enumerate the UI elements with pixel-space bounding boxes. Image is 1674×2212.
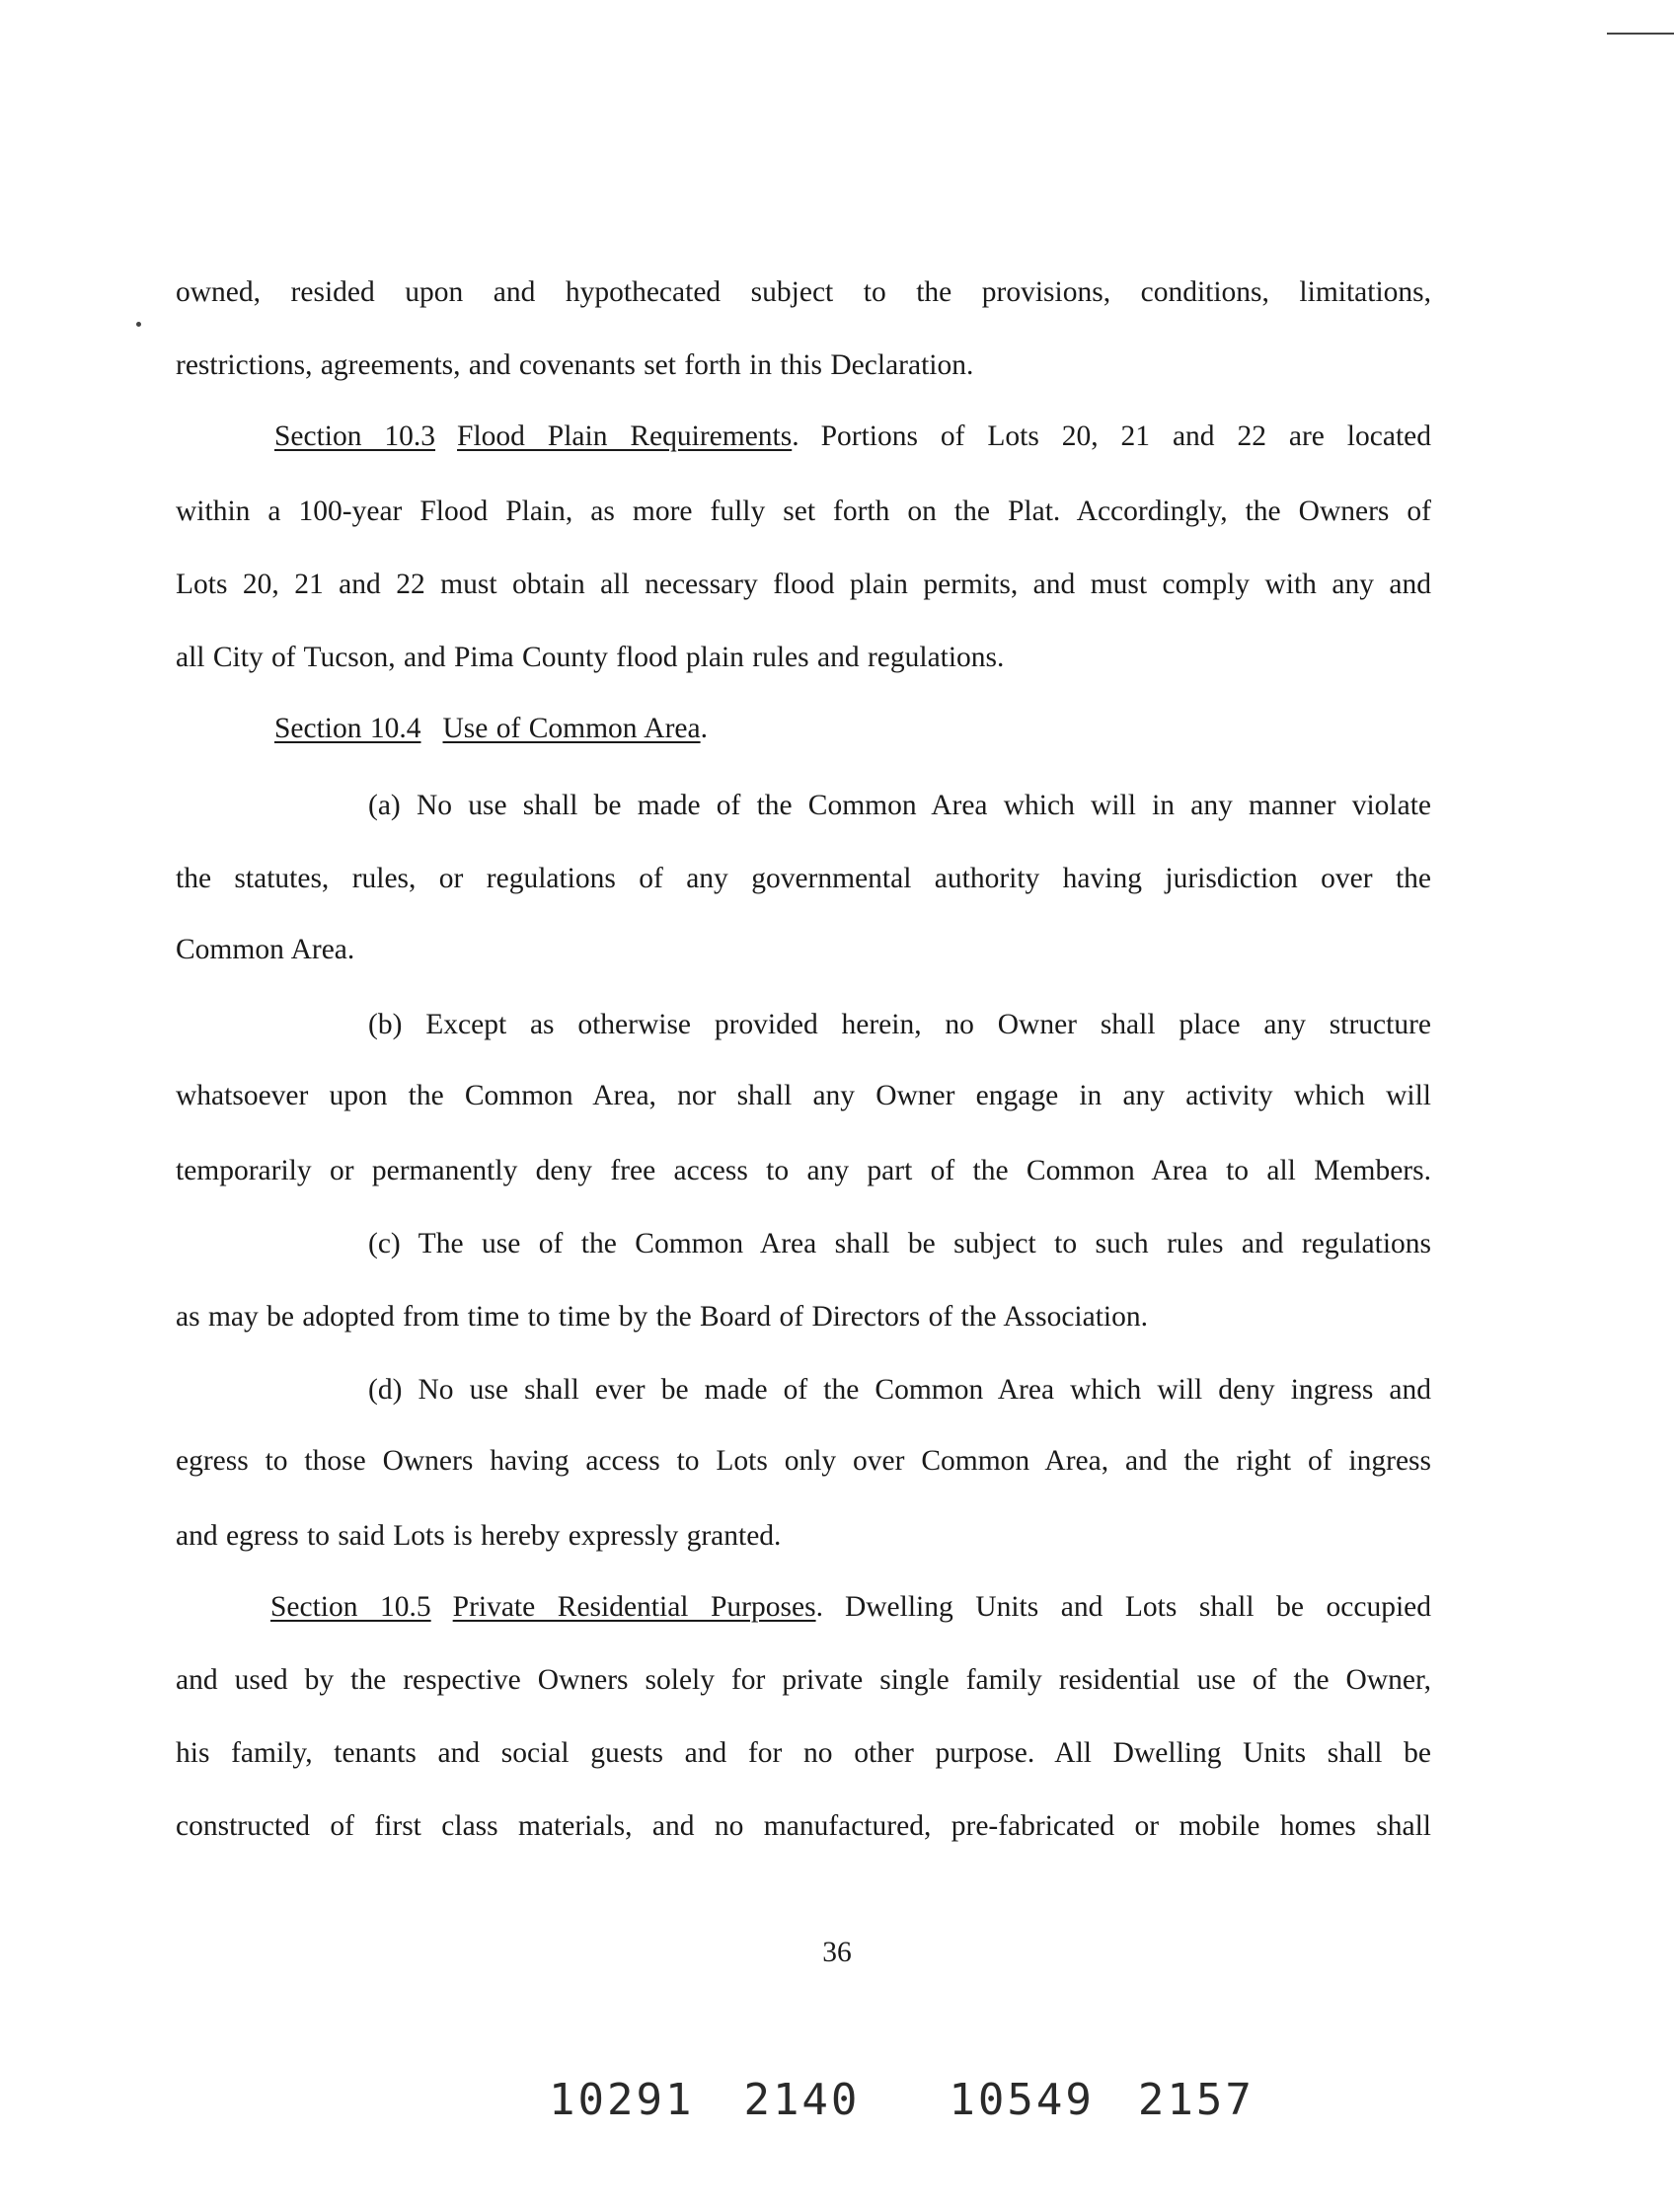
section-10-4-number: Section 10.4 [274, 713, 421, 744]
paragraph-line: Common Area. [176, 934, 355, 965]
paragraph-text: No use shall be made of the Common Area which will in any manner violate [416, 790, 1431, 821]
list-item-label: (a) [368, 790, 401, 821]
paragraph-line: egress to those Owners having access to Lots only over Common Area, and the right of ingress [176, 1445, 1431, 1477]
paragraph-line: within a 100-year Flood Plain, as more fully set forth on the Plat. Accordingly, the Owners of [176, 496, 1431, 527]
paragraph-line: Lots 20, 21 and 22 must obtain all necessary flood plain permits, and must comply with any and [176, 569, 1431, 600]
paragraph-text: Dwelling Units and Lots shall be occupied [844, 1591, 1431, 1623]
recording-stamp [549, 2075, 1255, 2125]
paragraph-text: Except as otherwise provided herein, no Owner shall place any structure [425, 1009, 1432, 1040]
paragraph-line: constructed of first class materials, and no manufactured, pre-fabricated or mobile homes shall [176, 1810, 1431, 1842]
list-item-d-first-line [368, 1376, 1431, 1406]
stamp-part: 10291 [549, 2075, 695, 2125]
list-item-b-first-line [368, 1011, 1431, 1040]
paragraph-line: and egress to said Lots is hereby expressly granted. [176, 1520, 782, 1552]
list-item-a-first-line [368, 792, 1431, 821]
list-item-label: (b) [368, 1009, 403, 1040]
stamp-part: 2157 [1137, 2075, 1255, 2125]
paragraph-line: the statutes, rules, or regulations of any governmental authority having jurisdiction over the [176, 863, 1431, 894]
paragraph-text: Portions of Lots 20, 21 and 22 are located [820, 420, 1431, 452]
list-item-c-first-line [368, 1230, 1431, 1259]
stamp-part: 10549 [949, 2075, 1095, 2125]
paragraph-line: owned, resided upon and hypothecated subject to the provisions, conditions, limitations, [176, 276, 1431, 308]
page-number: 36 [822, 1937, 852, 1968]
section-10-5-heading-line: Section 10.5 Private Residential Purposes. Dwelling Units and Lots shall be occupied [270, 1591, 1431, 1623]
scan-artifact-left-dot [136, 322, 141, 327]
list-item-label: (d) [368, 1374, 403, 1406]
section-10-3-title: Flood Plain Requirements [457, 420, 793, 452]
scan-artifact-top-right [1607, 33, 1674, 35]
list-item-label: (c) [368, 1228, 401, 1259]
paragraph-line: whatsoever upon the Common Area, nor shall any Owner engage in any activity which will [176, 1080, 1431, 1111]
section-10-5-number: Section 10.5 [270, 1591, 431, 1623]
paragraph-line: restrictions, agreements, and covenants set forth in this Declaration. [176, 349, 974, 381]
paragraph-line: all City of Tucson, and Pima County flood plain rules and regulations. [176, 642, 1005, 673]
section-10-4-heading-line: Section 10.4 Use of Common Area. [274, 713, 708, 744]
paragraph-line: and used by the respective Owners solely for private single family residential use of the Owner, [176, 1664, 1431, 1696]
stamp-part: 2140 [743, 2075, 861, 2125]
section-10-5-title: Private Residential Purposes [452, 1591, 816, 1623]
paragraph-line: as may be adopted from time to time by the Board of Directors of the Association. [176, 1301, 1148, 1333]
section-10-4-title: Use of Common Area [442, 713, 701, 744]
section-10-3-heading-line: Section 10.3 Flood Plain Requirements. Portions of Lots 20, 21 and 22 are located [274, 420, 1431, 452]
section-10-3-number: Section 10.3 [274, 420, 436, 452]
paragraph-line: his family, tenants and social guests and for no other purpose. All Dwelling Units shall be [176, 1737, 1431, 1769]
paragraph-line: temporarily or permanently deny free access to any part of the Common Area to all Members. [176, 1155, 1431, 1186]
paragraph-text: No use shall ever be made of the Common Area which will deny ingress and [418, 1374, 1431, 1406]
paragraph-text: The use of the Common Area shall be subject to such rules and regulations [418, 1228, 1431, 1259]
